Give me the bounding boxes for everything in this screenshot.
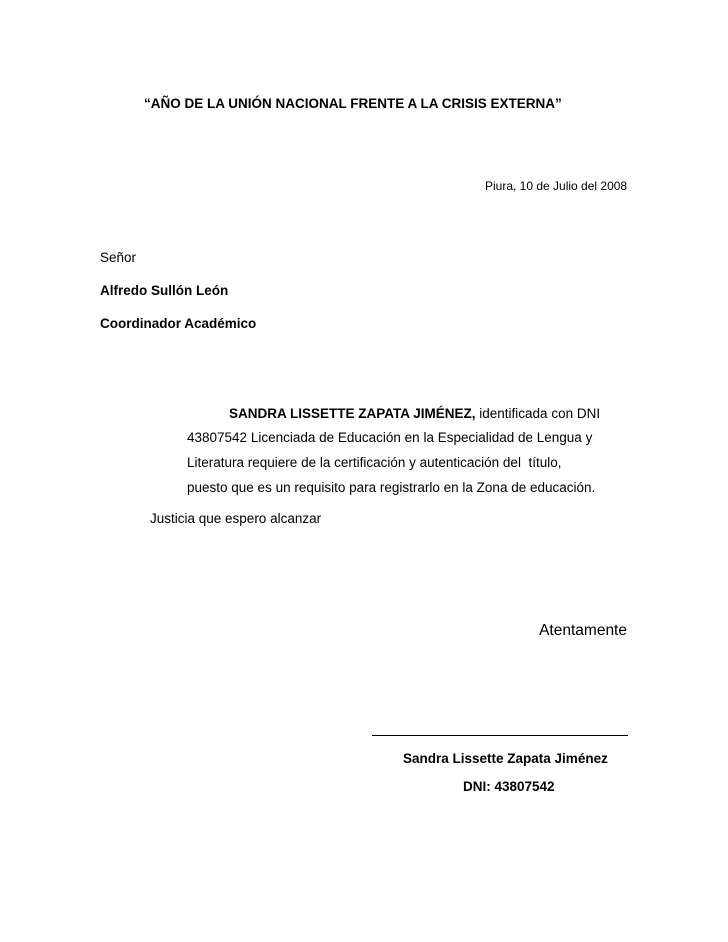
signer-name: Sandra Lissette Zapata Jiménez: [403, 751, 608, 766]
body-line-3: Literatura requiere de la certificación y autenticación del título,: [187, 455, 562, 470]
header-slogan: “AÑO DE LA UNIÓN NACIONAL FRENTE A LA CRISIS EXTERNA”: [144, 96, 562, 111]
closing-request: Justicia que espero alcanzar: [150, 511, 322, 526]
body-line-1: [229, 407, 600, 421]
farewell: Atentamente: [539, 622, 627, 639]
recipient-salutation: Señor: [100, 250, 137, 265]
body-line-2: 43807542 Licenciada de Educación en la Especialidad de Lengua y: [187, 430, 593, 445]
recipient-name: Alfredo Sullón León: [100, 283, 229, 298]
applicant-name: SANDRA LISSETTE ZAPATA JIMÉNEZ,: [229, 406, 476, 421]
body-line-1-rest: identificada con DNI: [475, 406, 601, 421]
signer-dni: DNI: 43807542: [463, 779, 555, 794]
recipient-role: Coordinador Académico: [100, 316, 257, 331]
signature-line: [372, 735, 628, 736]
date-line: Piura, 10 de Julio del 2008: [485, 179, 628, 193]
body-line-4: puesto que es un requisito para registrarlo en la Zona de educación.: [187, 480, 596, 495]
